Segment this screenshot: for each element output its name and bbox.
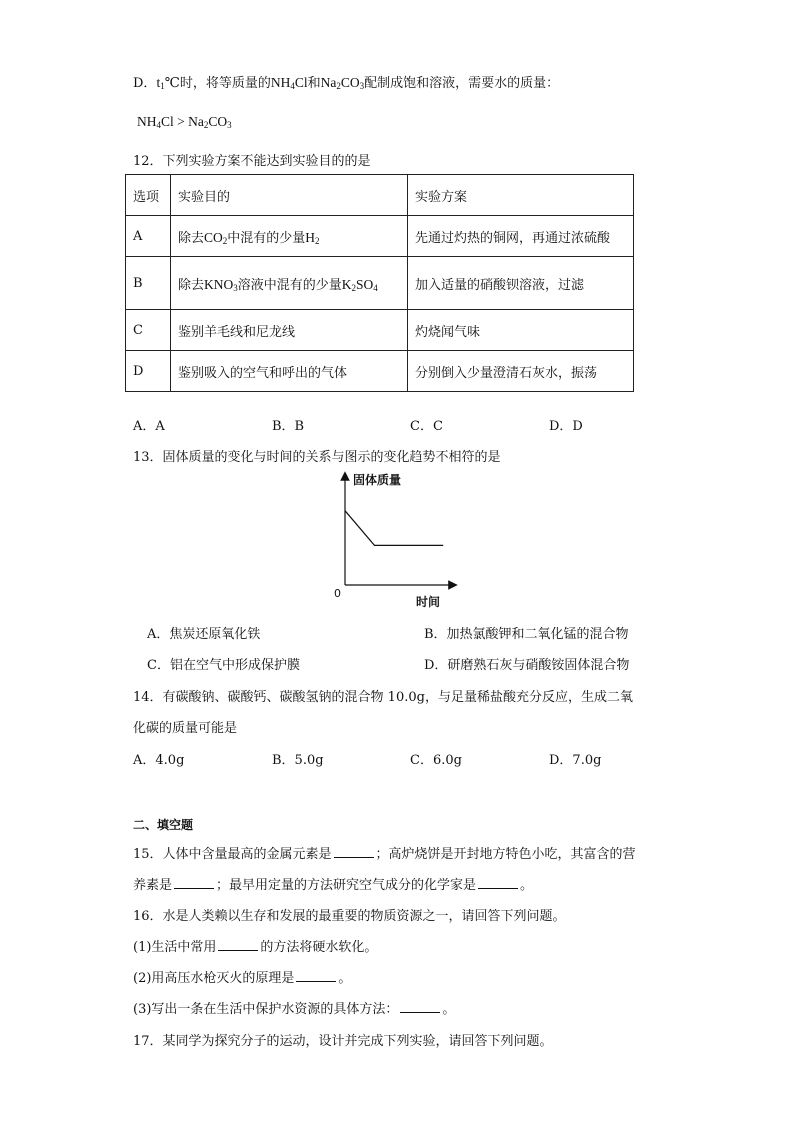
q11-option-d-answer: $NH_4Cl > Na_2CO_3$ (137, 114, 232, 130)
table-cell-method: 分别倒入少量澄清石灰水，振荡 (408, 351, 634, 392)
q14-choice-c: C．6.0g (410, 753, 462, 768)
q13-stem: 13．固体质量的变化与时间的关系与图示的变化趋势不相符的是 (133, 450, 501, 465)
table-cell-method: 灼烧闻气味 (408, 310, 634, 351)
q14-choice-d: D．7.0g (549, 753, 602, 768)
table-cell-purpose: 除去$KNO_3$溶液中混有的少量$K_2SO_4$ (171, 257, 408, 310)
x-axis-label: 时间 (416, 595, 441, 609)
answer-blank[interactable] (334, 845, 374, 858)
table-cell-purpose: 除去$CO_2$中混有的少量$H_2$ (171, 216, 408, 257)
table-header-cell: 选项 (126, 175, 171, 216)
q12-table (125, 174, 634, 392)
q14-choice-b: B．5.0g (272, 753, 324, 768)
q13-chart (328, 470, 468, 610)
answer-blank[interactable] (400, 1000, 440, 1013)
q13-choice-a: A．焦炭还原氧化铁 (147, 627, 261, 642)
answer-blank[interactable] (218, 938, 258, 951)
q12-choice-b: B．B (272, 419, 305, 434)
table-cell-purpose: 鉴别羊毛线和尼龙线 (171, 310, 408, 351)
table-cell-key: A (126, 216, 171, 257)
table-cell-purpose: 鉴别吸入的空气和呼出的气体 (171, 351, 408, 392)
q16-sub2: (2)用高压水枪灭火的原理是 。 (133, 971, 352, 986)
series-line (345, 511, 443, 546)
q16-stem: 16．水是人类赖以生存和发展的最重要的物质资源之一，请回答下列问题。 (133, 909, 566, 924)
q13-choice-c: C．铝在空气中形成保护膜 (147, 658, 300, 673)
q12-choice-a: A．A (133, 419, 165, 434)
y-axis-label: 固体质量 (353, 473, 402, 487)
table-cell-method: 加入适量的硝酸钡溶液，过滤 (408, 257, 634, 310)
q14-stem-line1: 14．有碳酸钠、碳酸钙、碳酸氢钠的混合物 10.0g，与足量稀盐酸充分反应，生成二氧 (133, 690, 633, 705)
section-title: 二、填空题 (133, 818, 194, 832)
q13-choice-b: B．加热氯酸钾和二氧化锰的混合物 (424, 627, 629, 642)
table-cell-method: 先通过灼热的铜网，再通过浓硫酸 (408, 216, 634, 257)
table-header-row (126, 175, 634, 216)
q16-sub1: (1)生活中常用 的方法将硬水软化。 (133, 940, 378, 955)
answer-blank[interactable] (478, 876, 518, 889)
q16-sub3: (3)写出一条在生活中保护水资源的具体方法： 。 (133, 1002, 456, 1017)
table-row (126, 351, 634, 392)
q12-stem: 12．下列实验方案不能达到实验目的的是 (133, 154, 371, 169)
q15-line2: 养素是 ；最早用定量的方法研究空气成分的化学家是 。 (133, 878, 534, 893)
q12-choice-d: D．D (549, 419, 583, 434)
q15-line1: 15．人体中含量最高的金属元素是 ；高炉烧饼是开封地方特色小吃，其富含的营 (133, 847, 636, 862)
answer-blank[interactable] (174, 876, 214, 889)
answer-blank[interactable] (296, 969, 336, 982)
table-cell-key: B (126, 257, 171, 310)
q12-choice-c: C．C (410, 419, 443, 434)
q17-stem: 17．某同学为探究分子的运动，设计并完成下列实验，请回答下列问题。 (133, 1034, 553, 1049)
q14-choice-a: A．4.0g (133, 753, 185, 768)
table-row (126, 310, 634, 351)
table-row (126, 257, 634, 310)
table-header-cell: 实验方案 (408, 175, 634, 216)
q11-option-d: D．$t_1℃$时，将等质量的$NH_4Cl$和$Na_2CO_3$配制成饱和溶液，需要水的质量： (133, 75, 560, 91)
q13-choice-d: D．研磨熟石灰与硝酸铵固体混合物 (424, 658, 630, 673)
table-cell-key: D (126, 351, 171, 392)
table-row (126, 216, 634, 257)
table-header-cell: 实验目的 (171, 175, 408, 216)
origin-label: 0 (334, 587, 341, 600)
q14-stem-line2: 化碳的质量可能是 (133, 721, 238, 736)
table-cell-key: C (126, 310, 171, 351)
